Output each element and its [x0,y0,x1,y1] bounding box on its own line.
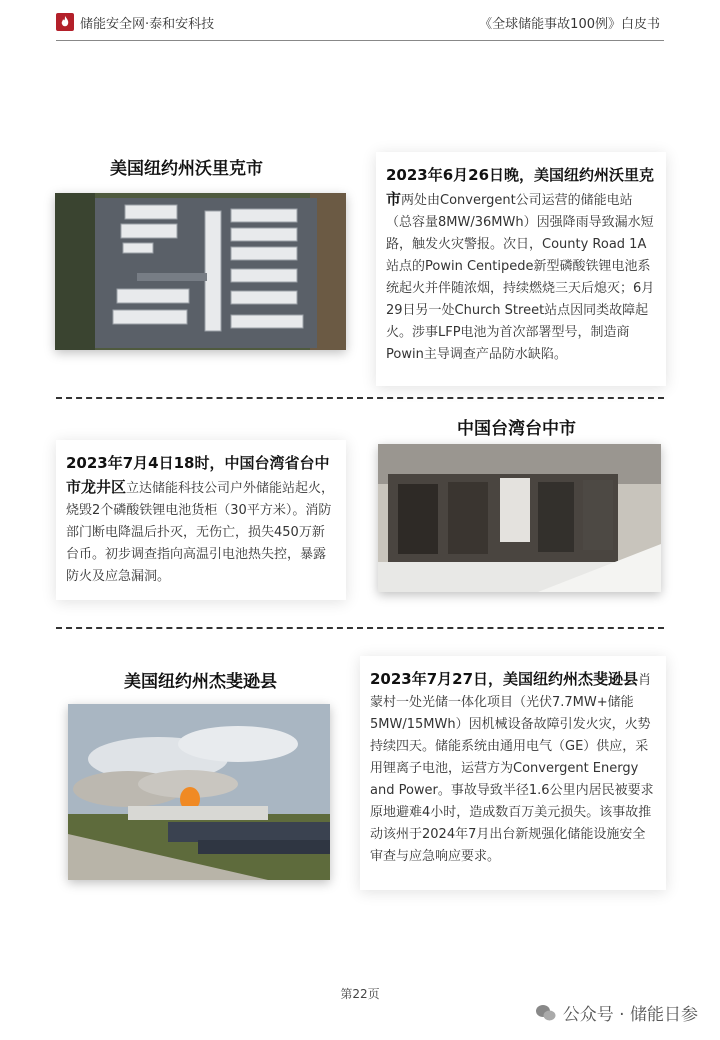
case3-body: 肖蒙村一处光储一体化项目（光伏7.7MW+储能5MW/15MWh）因机械设备故障引发火灾，火势持续四天。储能系统由通用电气（GE）供应，采用锂离子电池，运营方为Convergent Energy and Power。事故导致半径1.6公里内居民被要求原地避难4小时，造成数百万美元损失。该事故推动该州于2024年7月出台新规强化储能设施安全审查与应急响应要求。 [370,673,654,864]
case3-location: 美国纽约州杰斐逊县 [124,672,277,692]
case2-textbox [56,440,346,600]
case3-textbox [360,656,666,890]
header-right: 《全球储能事故100例》白皮书 [479,17,660,32]
case2-location: 中国台湾台中市 [457,419,576,439]
watermark [535,1000,698,1025]
case2-body: 立达储能科技公司户外储能站起火，烧毁2个磷酸铁锂电池货柜（30平方米）。消防部门断电降温后扑灭，无伤亡，损失450万新台币。初步调查指向高温引电池热失控，暴露防火及应急漏洞。 [66,481,335,584]
page-number: 第22页 [340,987,380,1001]
case1-photo [55,193,346,350]
watermark-text: 公众号 · 储能日参 [562,1005,698,1025]
case1-body: 两处由Convergent公司运营的储能电站（总容量8MW/36MWh）因强降雨导致漏水短路，触发火灾警报。次日，County Road 1A站点的Powin Centipede新型磷酸铁锂电池系统起火并伴随浓烟，持续燃烧三天后熄灭；6月29日另一处Church Street站点因同类故障起火。涉事LFP电池为首次部署型号，制造商Powin主导调查产品防水缺陷。 [386,193,655,362]
case2-photo [378,444,661,592]
header-left: 储能安全网·泰和安科技 [80,17,215,32]
case2-lead: 2023年7月4日18时，中国台湾省台中市龙井区 [66,454,330,496]
case1-lead: 2023年6月26日晚，美国纽约州沃里克市 [386,166,655,208]
divider-1 [56,397,664,399]
case3-photo [68,704,330,880]
logo [56,13,74,31]
case1-location: 美国纽约州沃里克市 [110,159,263,179]
divider-2 [56,627,664,629]
wechat-icon [535,1004,557,1022]
case3-lead: 2023年7月27日，美国纽约州杰斐逊县 [370,670,639,688]
case1-textbox [376,152,666,386]
header-rule [56,40,664,41]
